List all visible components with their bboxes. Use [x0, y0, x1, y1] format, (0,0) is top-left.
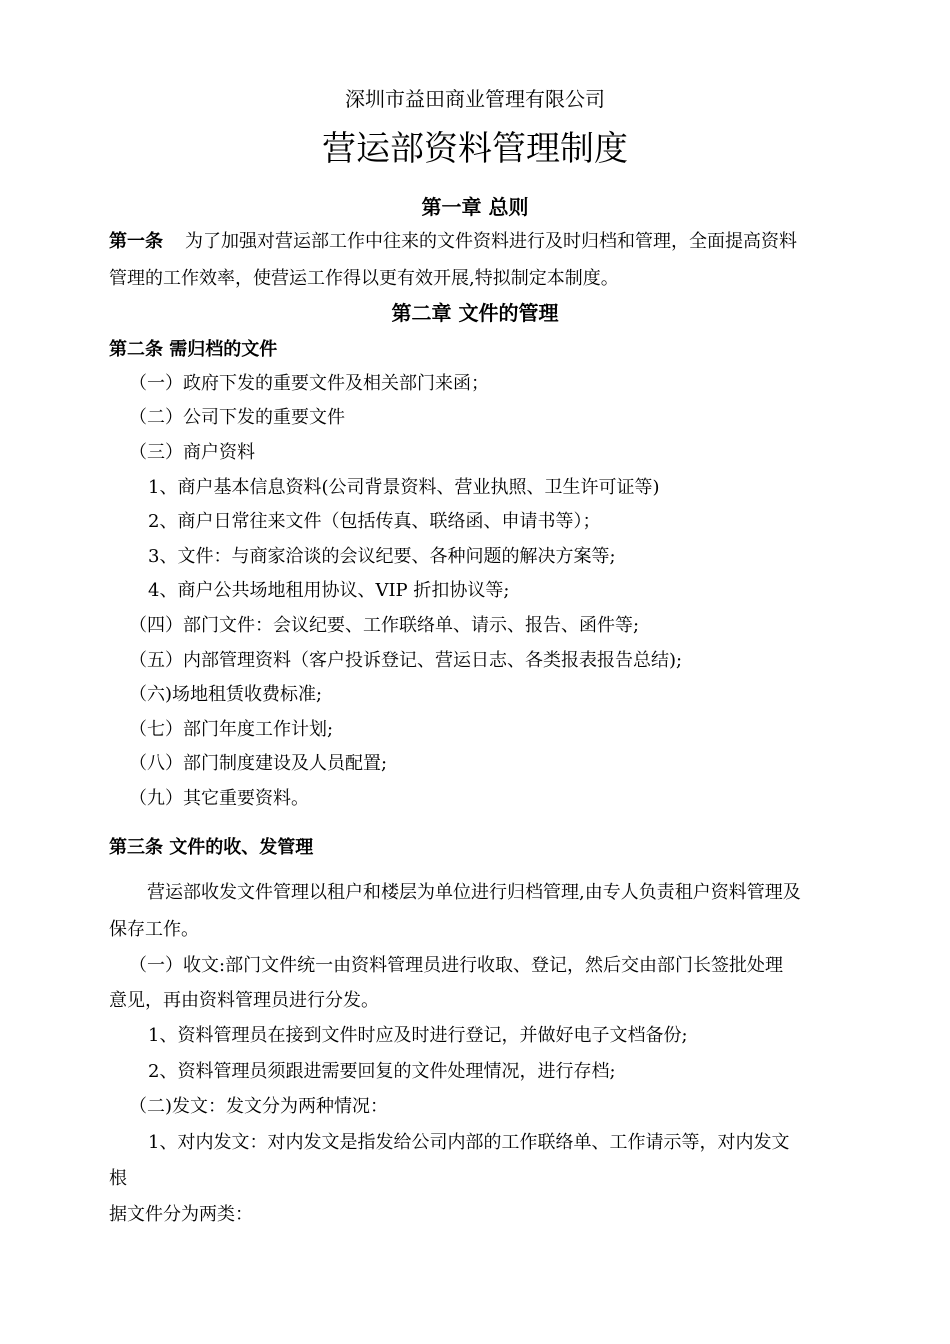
article-1-text-1: 为了加强对营运部工作中往来的文件资料进行及时归档和管理，全面提高资料 [185, 231, 797, 252]
article-2-item-7: （七）部门年度工作计划; [129, 719, 334, 740]
article-2-item-4: （四）部门文件：会议纪要、工作联络单、请示、报告、函件等; [129, 615, 640, 636]
article-2-item-3-2: 2、商户日常往来文件（包括传真、联络函、申请书等）； [148, 511, 601, 532]
article-3-heading: 第三条 文件的收、发管理 [109, 837, 314, 858]
article-3-line-1: 营运部收发文件管理以租户和楼层为单位进行归档管理,由专人负责租户资料管理及 [147, 882, 801, 903]
article-1-line-1 [109, 230, 797, 254]
article-2-item-5: （五）内部管理资料（客户投诉登记、营运日志、各类报表报告总结); [129, 650, 683, 671]
article-2-item-1: （一）政府下发的重要文件及相关部门来函； [129, 373, 489, 394]
article-3-line-7: （二)发文：发文分为两种情况： [129, 1096, 389, 1117]
article-3-line-4: 意见，再由资料管理员进行分发。 [109, 990, 379, 1011]
article-3-line-10: 据文件分为两类： [109, 1204, 253, 1225]
article-3-line-8: 1、对内发文：对内发文是指发给公司内部的工作联络单、工作请示等，对内发文 [148, 1132, 790, 1153]
article-2-item-3: （三）商户资料 [129, 442, 255, 463]
article-3-line-5: 1、资料管理员在接到文件时应及时进行登记，并做好电子文档备份; [148, 1025, 688, 1046]
article-2-item-3-1: 1、商户基本信息资料(公司背景资料、营业执照、卫生许可证等) [148, 477, 660, 498]
chapter-1-heading: 第一章 总则 [421, 195, 529, 219]
article-2-item-9: （九）其它重要资料。 [129, 788, 309, 809]
chapter-2-heading: 第二章 文件的管理 [391, 301, 559, 325]
article-1-line-2: 管理的工作效率，使营运工作得以更有效开展,特拟制定本制度。 [109, 268, 619, 289]
article-3-line-9: 根 [109, 1168, 127, 1189]
article-2-item-3-4: 4、商户公共场地租用协议、VIP 折扣协议等; [148, 580, 510, 601]
article-2-item-2: （二）公司下发的重要文件 [129, 407, 345, 428]
article-3-line-6: 2、资料管理员须跟进需要回复的文件处理情况，进行存档; [148, 1061, 616, 1082]
article-3-line-3: （一）收文:部门文件统一由资料管理员进行收取、登记，然后交由部门长签批处理 [129, 955, 784, 976]
article-3-line-2: 保存工作。 [109, 919, 199, 940]
article-2-heading: 第二条 需归档的文件 [109, 339, 278, 360]
article-2-item-6: （六)场地租赁收费标准; [129, 684, 323, 705]
article-1-label: 第一条 [109, 231, 163, 252]
document-title: 营运部资料管理制度 [322, 129, 628, 169]
article-2-item-8: （八）部门制度建设及人员配置; [129, 753, 388, 774]
article-2-item-3-3: 3、文件：与商家洽谈的会议纪要、各种问题的解决方案等; [148, 546, 616, 567]
company-name: 深圳市益田商业管理有限公司 [345, 87, 605, 111]
